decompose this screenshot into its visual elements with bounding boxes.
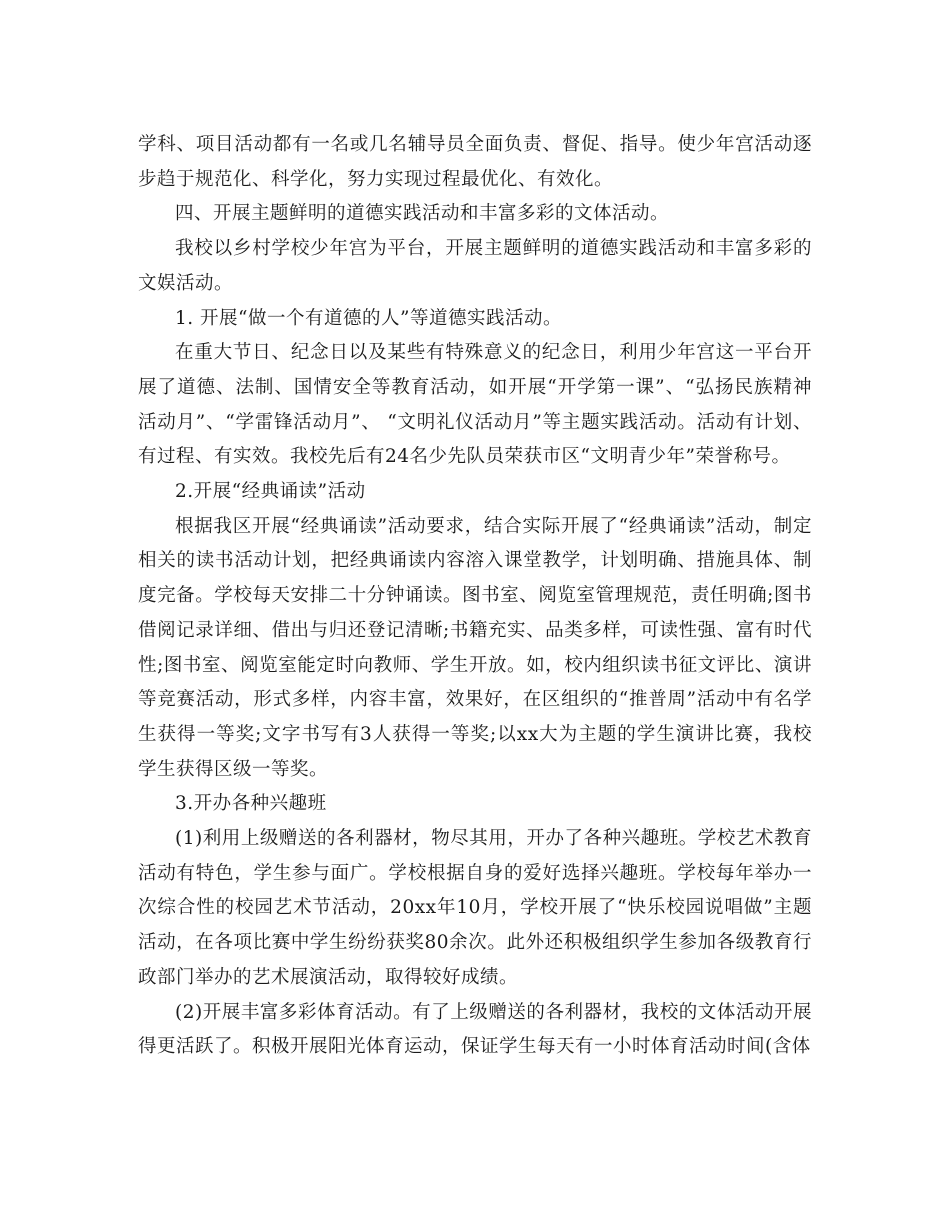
subheading-1: 1. 开展“做一个有道德的人”等道德实践活动。 [175,307,562,329]
section-heading-4: 四、开展主题鲜明的道德实践活动和丰富多彩的文体活动。 [175,203,670,225]
paragraph-2: 我校以乡村学校少年宫为平台，开展主题鲜明的道德实践活动和丰富多彩的文娱活动。 [138,238,812,294]
subheading-2: 2.开展“经典诵读”活动 [175,481,366,503]
paragraph-3: 在重大节日、纪念日以及某些有特殊意义的纪念日，利用少年宫这一平台开展了道德、法制、国情安全等教育活动，如开展“开学第一课”、“弘扬民族精神活动月”、“学雷锋活动月”、 “文明礼仪活动月”等主题实践活动。活动有计划、有过程、有实效。我校先后有24名少先队员荣获市区“文明青少年”荣誉称号。 [138,342,812,468]
subheading-3: 3.开办各种兴趣班 [175,793,327,815]
paragraph-5: (1)利用上级赠送的各利器材，物尽其用，开办了各种兴趣班。学校艺术教育活动有特色，学生参与面广。学校根据自身的爱好选择兴趣班。学校每年举办一次综合性的校园艺术节活动，20xx年10月，学校开展了“快乐校园说唱做”主题活动，在各项比赛中学生纷纷获奖80余次。此外还积极组织学生参加各级教育行政部门举办的艺术展演活动，取得较好成绩。 [138,828,812,988]
paragraph-4: 根据我区开展“经典诵读”活动要求，结合实际开展了“经典诵读”活动，制定相关的读书活动计划，把经典诵读内容溶入课堂教学，计划明确、措施具体、制度完备。学校每天安排二十分钟诵读。图书室、阅览室管理规范，责任明确;图书借阅记录详细、借出与归还登记清晰;书籍充实、品类多样，可读性强、富有时代性;图书室、阅览室能定时向教师、学生开放。如，校内组织读书征文评比、演讲等竞赛活动，形式多样，内容丰富，效果好，在区组织的“推普周”活动中有名学生获得一等奖;文字书写有3人获得一等奖;以xx大为主题的学生演讲比赛，我校学生获得区级一等奖。 [138,515,812,780]
paragraph-1: 学科、项目活动都有一名或几名辅导员全面负责、督促、指导。使少年宫活动逐步趋于规范化、科学化，努力实现过程最优化、有效化。 [138,134,812,190]
document-body [138,128,812,1065]
paragraph-6: (2)开展丰富多彩体育活动。有了上级赠送的各利器材，我校的文体活动开展得更活跃了。积极开展阳光体育运动，保证学生每天有一小时体育活动时间(含体 [138,1001,812,1058]
